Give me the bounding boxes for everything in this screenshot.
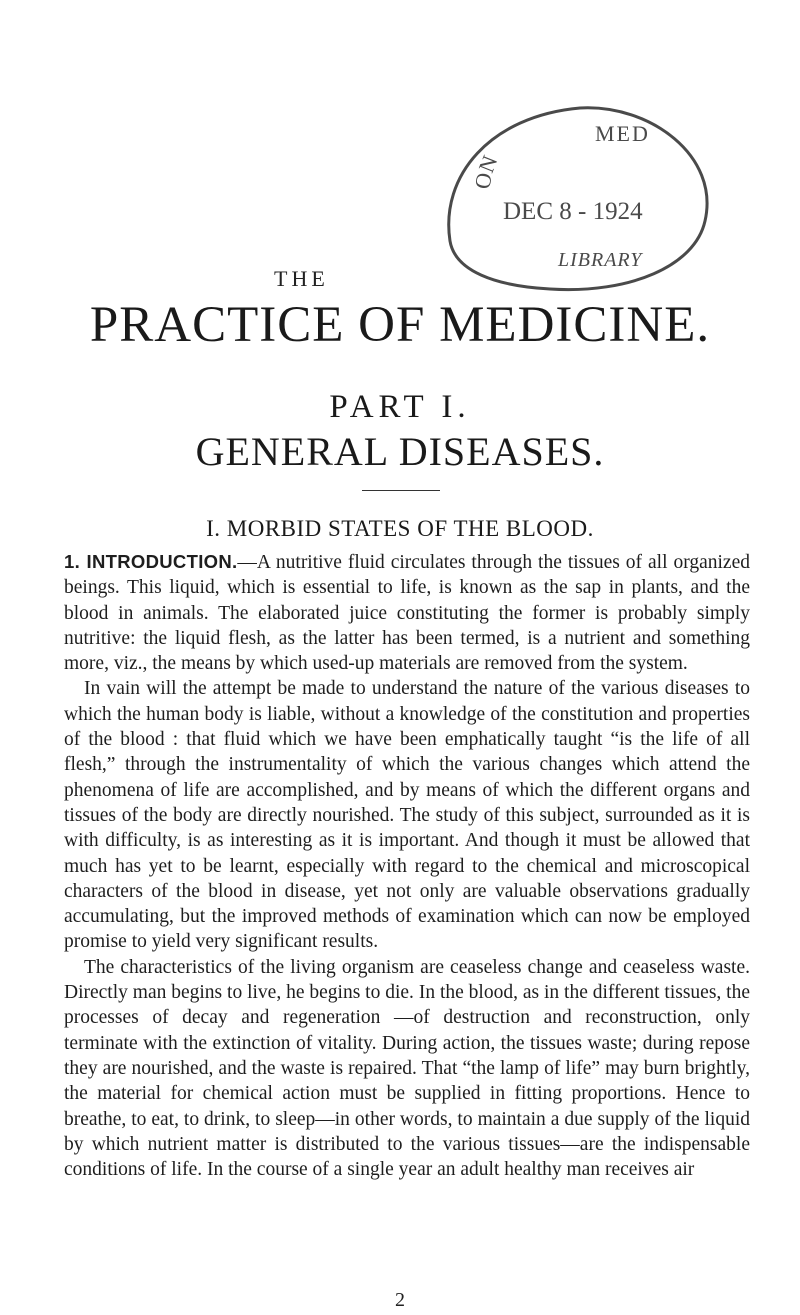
body-text — [64, 549, 750, 1182]
stamp-top-text: MED — [595, 121, 650, 146]
paragraph-introduction — [64, 549, 750, 676]
stamp-date: DEC 8 - 1924 — [503, 198, 643, 225]
divider-rule — [362, 490, 440, 491]
library-stamp-graphic — [400, 86, 718, 296]
paragraph-text: —A nutritive fluid circulates through the tissues of all organized beings. This liquid, which is essential to life, is known as the sap in plants, and the blood in animals. The elaborated juice constituting the former is probably simply nutritive: the liquid flesh, as the latter has been termed, is a nutrient and something more, viz., the means by which used-up materials are removed from the system. — [64, 552, 750, 675]
chapter-heading: I. MORBID STATES OF THE BLOOD. — [206, 516, 594, 541]
paragraph-lead: 1. INTRODUCTION. — [64, 551, 238, 572]
stamp-bottom-text: LIBRARY — [558, 249, 643, 271]
title-article: THE — [274, 266, 329, 291]
paragraph: The characteristics of the living organism are ceaseless change and ceaseless waste. Directly man begins to live, he begins to die. In the blood, as in the different tissues, the processes of decay and regeneration —of destruction and reconstruction, only terminate with the extinction of vitality. During action, the tissues waste; during repose they are nourished, and the waste is repaired. That “the lamp of life” may burn brightly, the material for chemical action must be supplied in fitting proportions. Hence to breathe, to eat, to drink, to sleep—in other words, to maintain a due supply of the liquid by which nutrient matter is distributed to the various tissues—are the indispensable conditions of life. In the course of a single year an adult healthy man receives air — [64, 956, 750, 1181]
section-heading: GENERAL DISEASES. — [195, 429, 605, 474]
part-heading: PART I. — [329, 389, 471, 425]
page-number: 2 — [395, 1289, 405, 1311]
library-stamp — [400, 86, 718, 296]
paragraph: In vain will the attempt be made to understand the nature of the various diseases to which the human body is liable, without a knowledge of the constitution and properties of the blood : that fluid which we have been emphatically taught “is the life of all flesh,” through the instrumentality of which the various changes which attend the phenomena of life are accomplished, and by means of which the different organs and tissues of the body are directly nourished. The study of this subject, surrounded as it is with difficulty, is as interesting as it is important. And though it must be allowed that much has yet to be learnt, especially with regard to the chemical and microscopical characters of the blood in disease, yet not only are valuable observations gradually accumulating, but the improved methods of examination which can now be employed promise to yield very significant results. — [64, 678, 750, 953]
book-title: PRACTICE OF MEDICINE. — [89, 297, 711, 353]
stamp-left-text: ON — [469, 151, 503, 191]
